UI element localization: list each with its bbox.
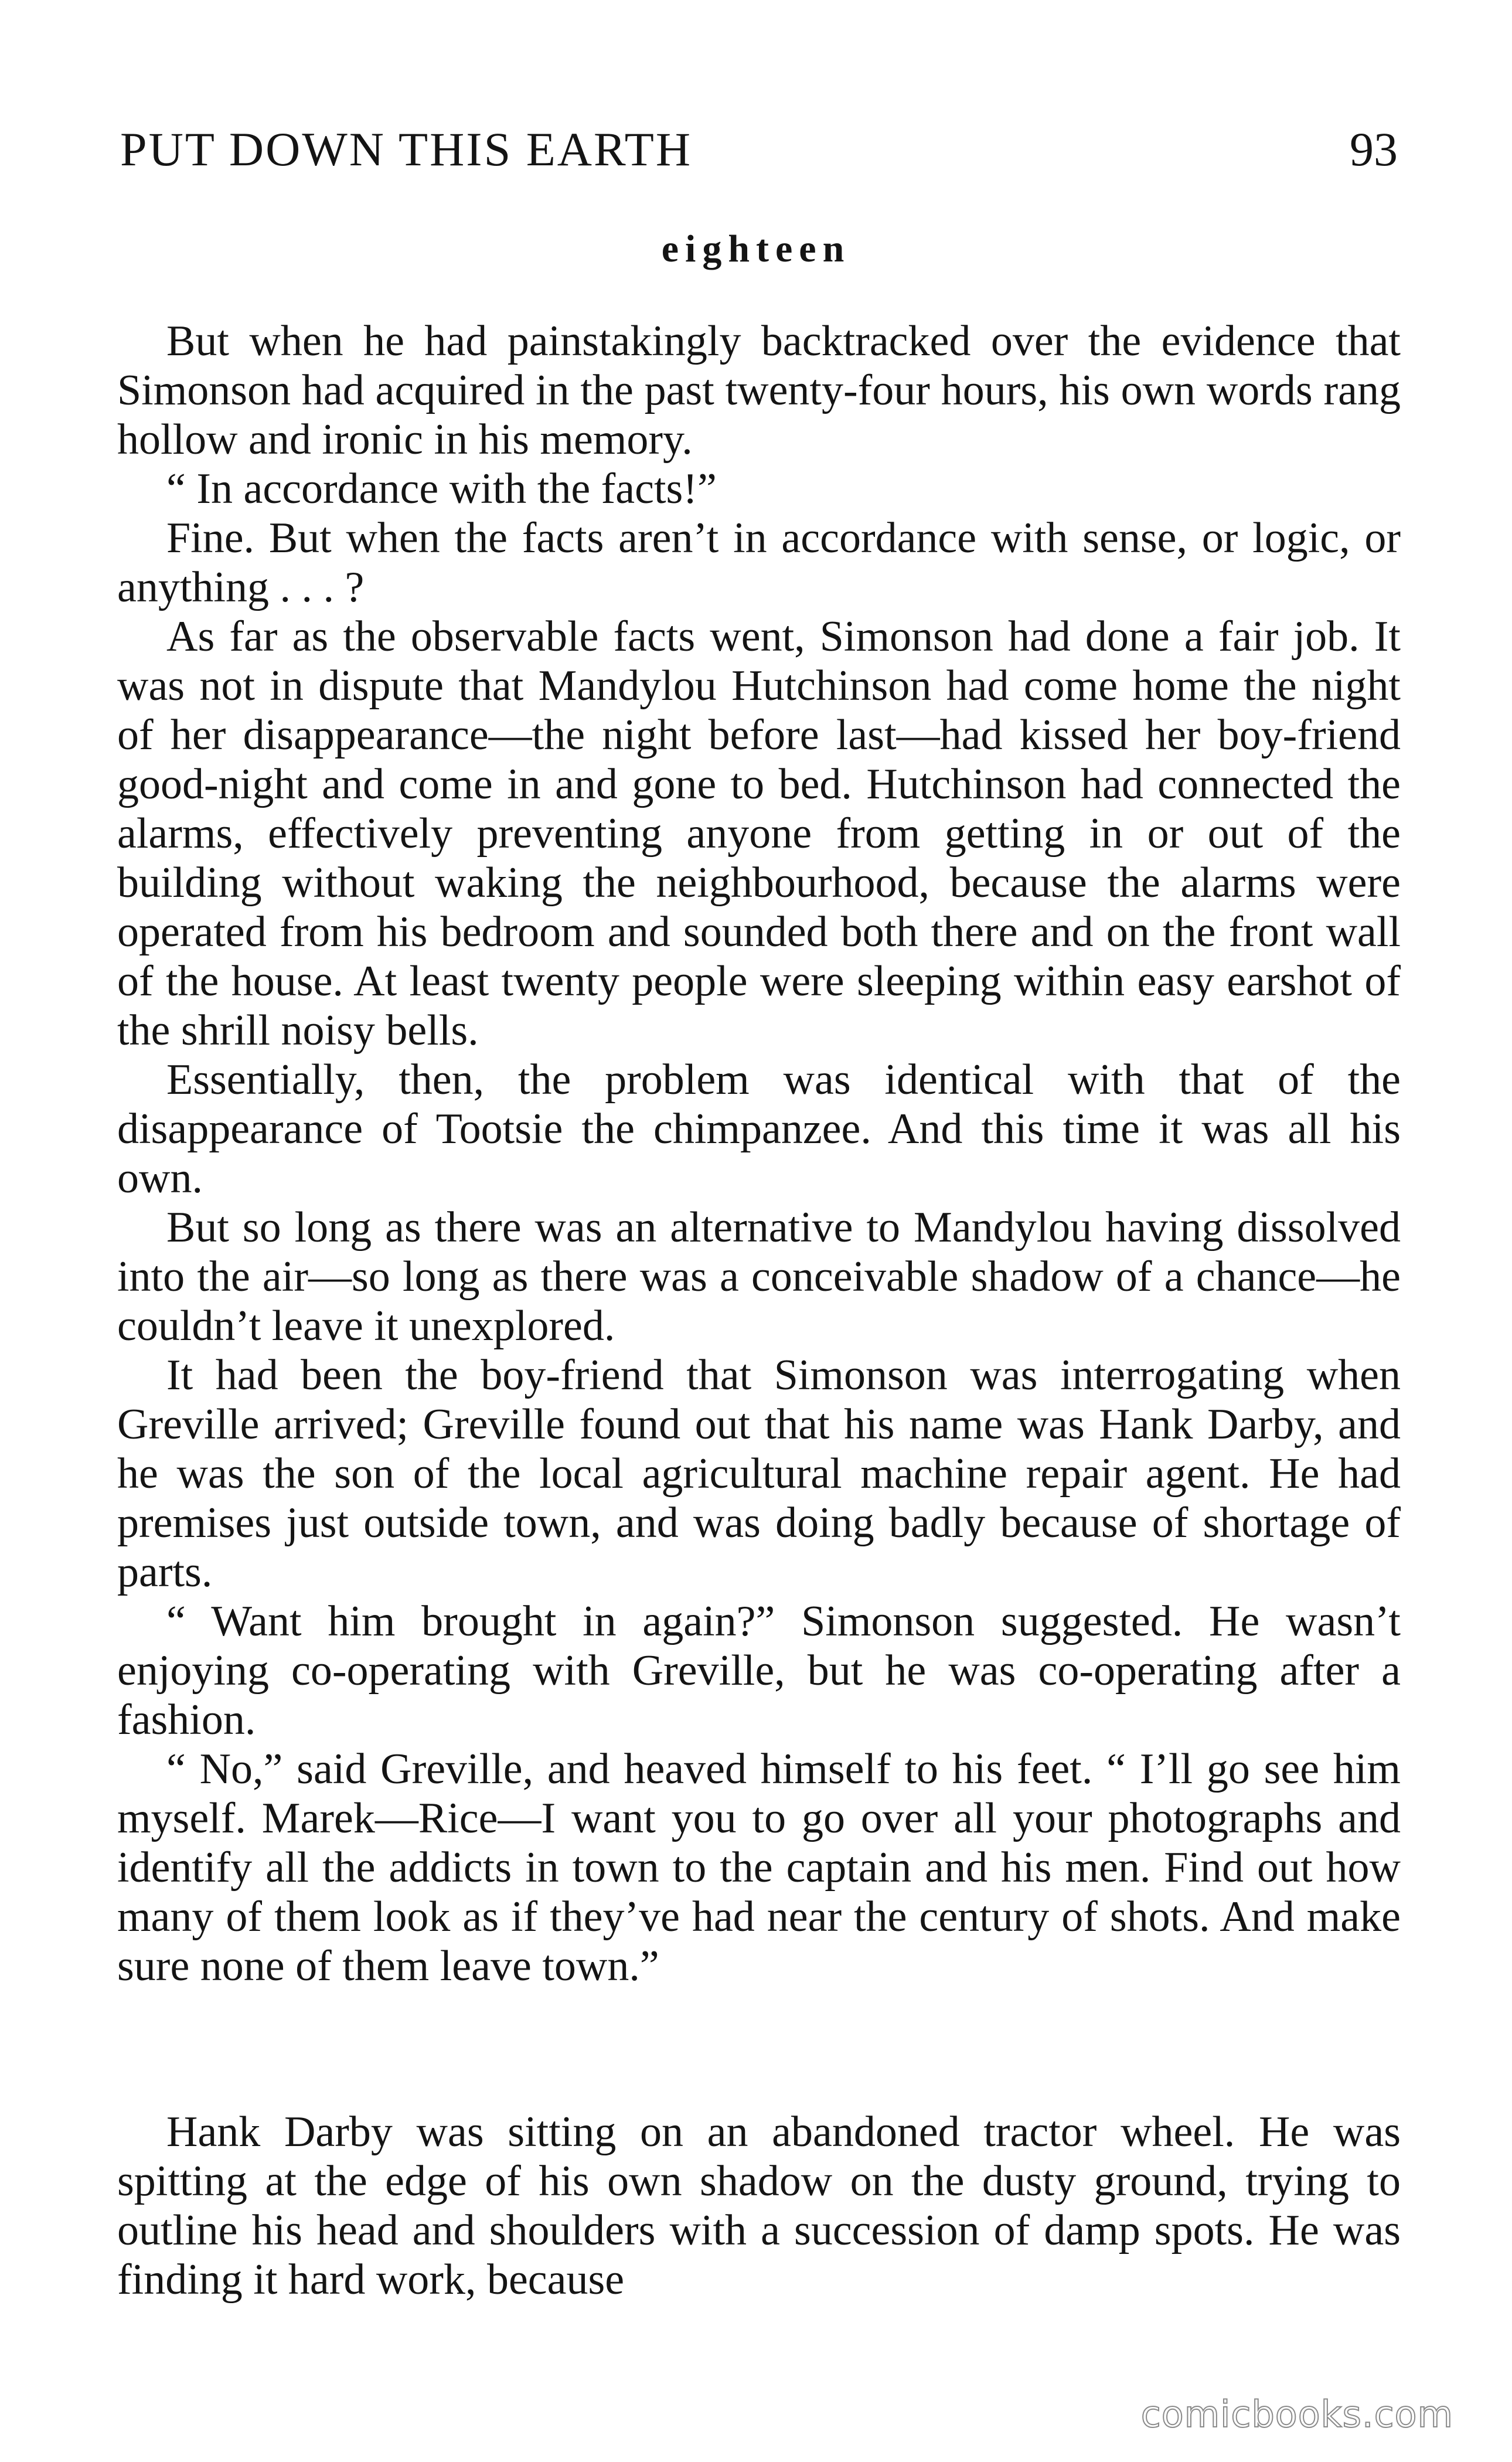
paragraph: “ In accordance with the facts!” [166,465,717,513]
paragraph: Hank Darby was sitting on an abandoned tractor wheel. He was spitting at the edge of his own shadow on the dusty ground, trying to outline his head and shoulders with a succession of damp spots. He was finding it hard work, because [117,2108,1401,2304]
paragraph: “ No,” said Greville, and heaved himself to his feet. “ I’ll go see him myself. Marek—Rice—I want you to go over all your photographs and identify all the addicts in town to the captain and his men. Find out how many of them look as if they’ve had near the century of shots. And make sure none of them leave town.” [117,1745,1401,1990]
paragraph: Essentially, then, the problem was identical with that of the disappearance of Tootsie the chimpanzee. And this time it was all his own. [117,1056,1401,1202]
book-title: PUT DOWN THIS EARTH [120,123,693,176]
paragraph: Fine. But when the facts aren’t in accordance with sense, or logic, or anything . . . ? [117,514,1401,611]
page-number: 93 [1350,123,1398,176]
chapter-heading: eighteen [661,227,851,270]
paragraph: It had been the boy-friend that Simonson was interrogating when Greville arrived; Greville found out that his name was Hank Darby, and he was the son of the local agricultural machine repair agent. He had premises just outside town, and was doing badly because of shortage of parts. [117,1351,1401,1596]
text-section-1 [117,317,1401,1991]
paragraph: But so long as there was an alternative to Mandylou having dissolved into the air—so long as there was a conceivable shadow of a chance—he couldn’t leave it unexplored. [117,1203,1401,1350]
paragraph: But when he had painstakingly backtracked over the evidence that Simonson had acquired in the past twenty-four hours, his own words rang hollow and ironic in his memory. [117,317,1401,464]
paragraph: “ Want him brought in again?” Simonson suggested. He wasn’t enjoying co-operating with Greville, but he was co-operating after a fashion. [117,1597,1401,1744]
text-section-2 [117,2107,1401,2304]
running-head [120,117,1398,182]
watermark: comicbooks.com [1140,2393,1453,2436]
paragraph: As far as the observable facts went, Simonson had done a fair job. It was not in dispute that Mandylou Hutchinson had come home the night of her disappearance—the night before last—had kissed her boy-friend good-night and come in and gone to bed. Hutchinson had connected the alarms, effectively preventing anyone from getting in or out of the building without waking the neighbourhood, because the alarms were operated from his bedroom and sounded both there and on the front wall of the house. At least twenty people were sleeping within easy earshot of the shrill noisy bells. [117,613,1401,1055]
